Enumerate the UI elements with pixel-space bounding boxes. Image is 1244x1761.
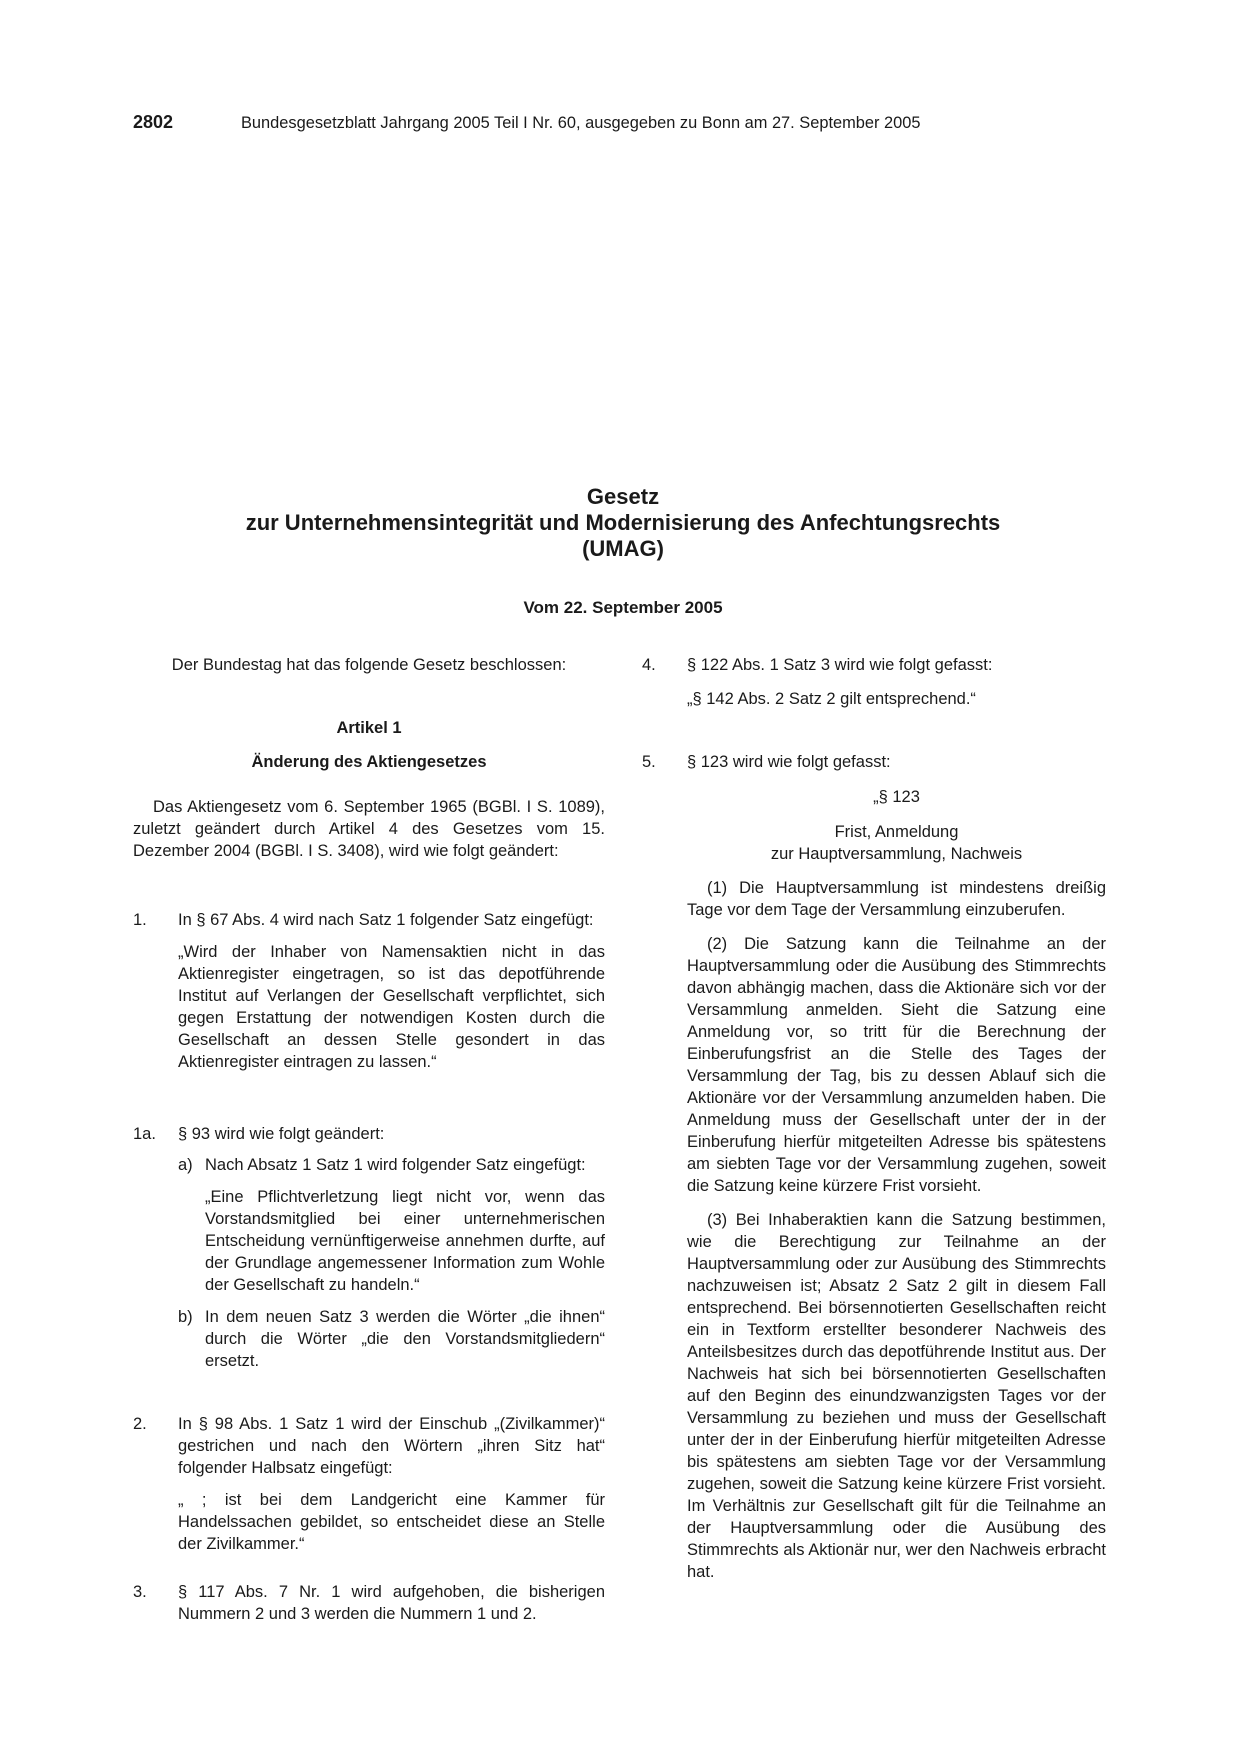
law-date: Vom 22. September 2005 xyxy=(523,598,723,617)
amendment-item-1a xyxy=(133,1123,605,1372)
amendment-item-1 xyxy=(133,909,605,1073)
section-paragraph-2: (2) Die Satzung kann die Teilnahme an der Hauptversammlung oder die Ausübung des Stimmrechts davon abhängig machen, dass die Aktionäre sich vor der Versammlung anmelden. Sieht die Satzung eine Anmeldung vor, so tritt für die Berechnung der Einberufungsfrist an die Stelle des Tages der Versammlung der Tag, bis zu dessen Ablauf sich die Aktionäre vor der Versammlung anzumelden haben. Die Anmeldung muss der Gesellschaft unter der in der Einberufung hierfür mitgeteilten Adresse bis spätestens am siebten Tage vor der Versammlung zugehen, soweit die Satzung keine kürzere Frist vorsieht. xyxy=(687,935,1106,1195)
item-text: In § 67 Abs. 4 wird nach Satz 1 folgender Satz eingefügt: xyxy=(178,911,594,929)
sub-item-text: Nach Absatz 1 Satz 1 wird folgender Satz eingefügt: xyxy=(205,1156,586,1174)
item-quote: „ ; ist bei dem Landgericht eine Kammer für Handelssachen gebildet, so entscheidet diese an Stelle der Zivilkammer.“ xyxy=(178,1491,605,1553)
article-label: Artikel 1 xyxy=(336,719,402,737)
page-header xyxy=(133,112,1113,133)
section-number: „§ 123 xyxy=(873,788,920,806)
amendment-item-3 xyxy=(133,1581,605,1625)
section-heading-2: zur Hauptversammlung, Nachweis xyxy=(770,845,1023,863)
item-number: 2. xyxy=(133,1415,147,1433)
item-text: § 122 Abs. 1 Satz 3 wird wie folgt gefasst: xyxy=(687,656,993,674)
item-number: 1. xyxy=(133,911,147,929)
law-title-3: (UMAG) xyxy=(582,536,664,561)
section-heading-1: Frist, Anmeldung xyxy=(834,823,959,841)
section-paragraph-1: (1) Die Hauptversammlung ist mindestens dreißig Tage vor dem Tage der Versammlung einzuberufen. xyxy=(687,879,1106,919)
item-text: § 123 wird wie folgt gefasst: xyxy=(687,753,891,771)
sub-item-letter: b) xyxy=(178,1308,193,1326)
header-text: Bundesgesetzblatt Jahrgang 2005 Teil I Nr. 60, ausgegeben zu Bonn am 27. September 2005 xyxy=(241,114,921,132)
sub-item-a xyxy=(178,1154,605,1296)
item-number: 5. xyxy=(642,753,656,771)
item-number: 4. xyxy=(642,656,656,674)
amendment-item-2 xyxy=(133,1413,605,1555)
enactment-text: Der Bundestag hat das folgende Gesetz beschlossen: xyxy=(171,656,567,674)
item-text: In § 98 Abs. 1 Satz 1 wird der Einschub „(Zivilkammer)“ gestrichen und nach den Wörtern „ihren Sitz hat“ folgender Halbsatz eingefügt: xyxy=(178,1415,605,1477)
item-quote: „Wird der Inhaber von Namensaktien nicht in das Aktienregister eingetragen, so ist das depotführende Institut auf Verlangen der Gesellschaft verpflichtet, sich gegen Erstattung der notwendigen Kosten durch die Gesellschaft an dessen Stelle gesondert in das Aktienregister eintragen zu lassen.“ xyxy=(178,943,605,1071)
sub-item-letter: a) xyxy=(178,1156,193,1174)
item-text: § 93 wird wie folgt geändert: xyxy=(178,1125,385,1143)
page-number: 2802 xyxy=(133,112,174,132)
item-number: 3. xyxy=(133,1583,147,1601)
law-title-2: zur Unternehmensintegrität und Modernisierung des Anfechtungsrechts xyxy=(245,510,1001,535)
item-text: § 117 Abs. 7 Nr. 1 wird aufgehoben, die bisherigen Nummern 2 und 3 werden die Nummern 1 und 2. xyxy=(178,1583,605,1623)
article-intro-text: Das Aktiengesetz vom 6. September 1965 (BGBl. I S. 1089), zuletzt geändert durch Artikel 4 des Gesetzes vom 15. Dezember 2004 (BGBl. I S. 3408), wird wie folgt geändert: xyxy=(133,798,605,860)
law-title-1: Gesetz xyxy=(586,484,660,509)
article-title: Änderung des Aktiengesetzes xyxy=(251,753,487,771)
amendment-item-5 xyxy=(642,751,1106,1583)
article-intro xyxy=(133,796,605,862)
sub-item-b xyxy=(178,1306,605,1372)
item-quote: „§ 142 Abs. 2 Satz 2 gilt entsprechend.“ xyxy=(687,690,976,708)
section-paragraph-3: (3) Bei Inhaberaktien kann die Satzung bestimmen, wie die Berechtigung zur Teilnahme an der Hauptversammlung oder zur Ausübung des Stimmrechts nachzuweisen ist; Absatz 2 Satz 2 gilt in diesem Fall entsprechend. Bei börsennotierten Gesellschaften reicht ein in Textform erstellter besonderer Nachweis des Anteilsbesitzes durch das depotführende Institut aus. Der Nachweis hat sich bei börsennotierten Gesellschaften auf den Beginn des einundzwanzigsten Tages vor der Versammlung zu beziehen und muss der Gesellschaft unter der in der Einberufung hierfür mitgeteilten Adresse bis spätestens am siebten Tage vor der Versammlung zugehen, soweit die Satzung keine kürzere Frist vorsieht. Im Verhältnis zur Gesellschaft gilt für die Teilnahme an der Hauptversammlung oder die Ausübung des Stimmrechts als Aktionär nur, wer den Nachweis erbracht hat. xyxy=(687,1211,1106,1581)
enactment-clause xyxy=(133,654,605,676)
amendment-item-4 xyxy=(642,654,1106,710)
item-number: 1a. xyxy=(133,1125,156,1143)
sub-item-quote: „Eine Pflichtverletzung liegt nicht vor, wenn das Vorstandsmitglied bei einer unternehmerischen Entscheidung vernünftigerweise annehmen durfte, auf der Grundlage angemessener Information zum Wohle der Gesellschaft zu handeln.“ xyxy=(205,1188,605,1294)
sub-item-text: In dem neuen Satz 3 werden die Wörter „die ihnen“ durch die Wörter „die den Vorstandsmitgliedern“ ersetzt. xyxy=(205,1308,605,1370)
